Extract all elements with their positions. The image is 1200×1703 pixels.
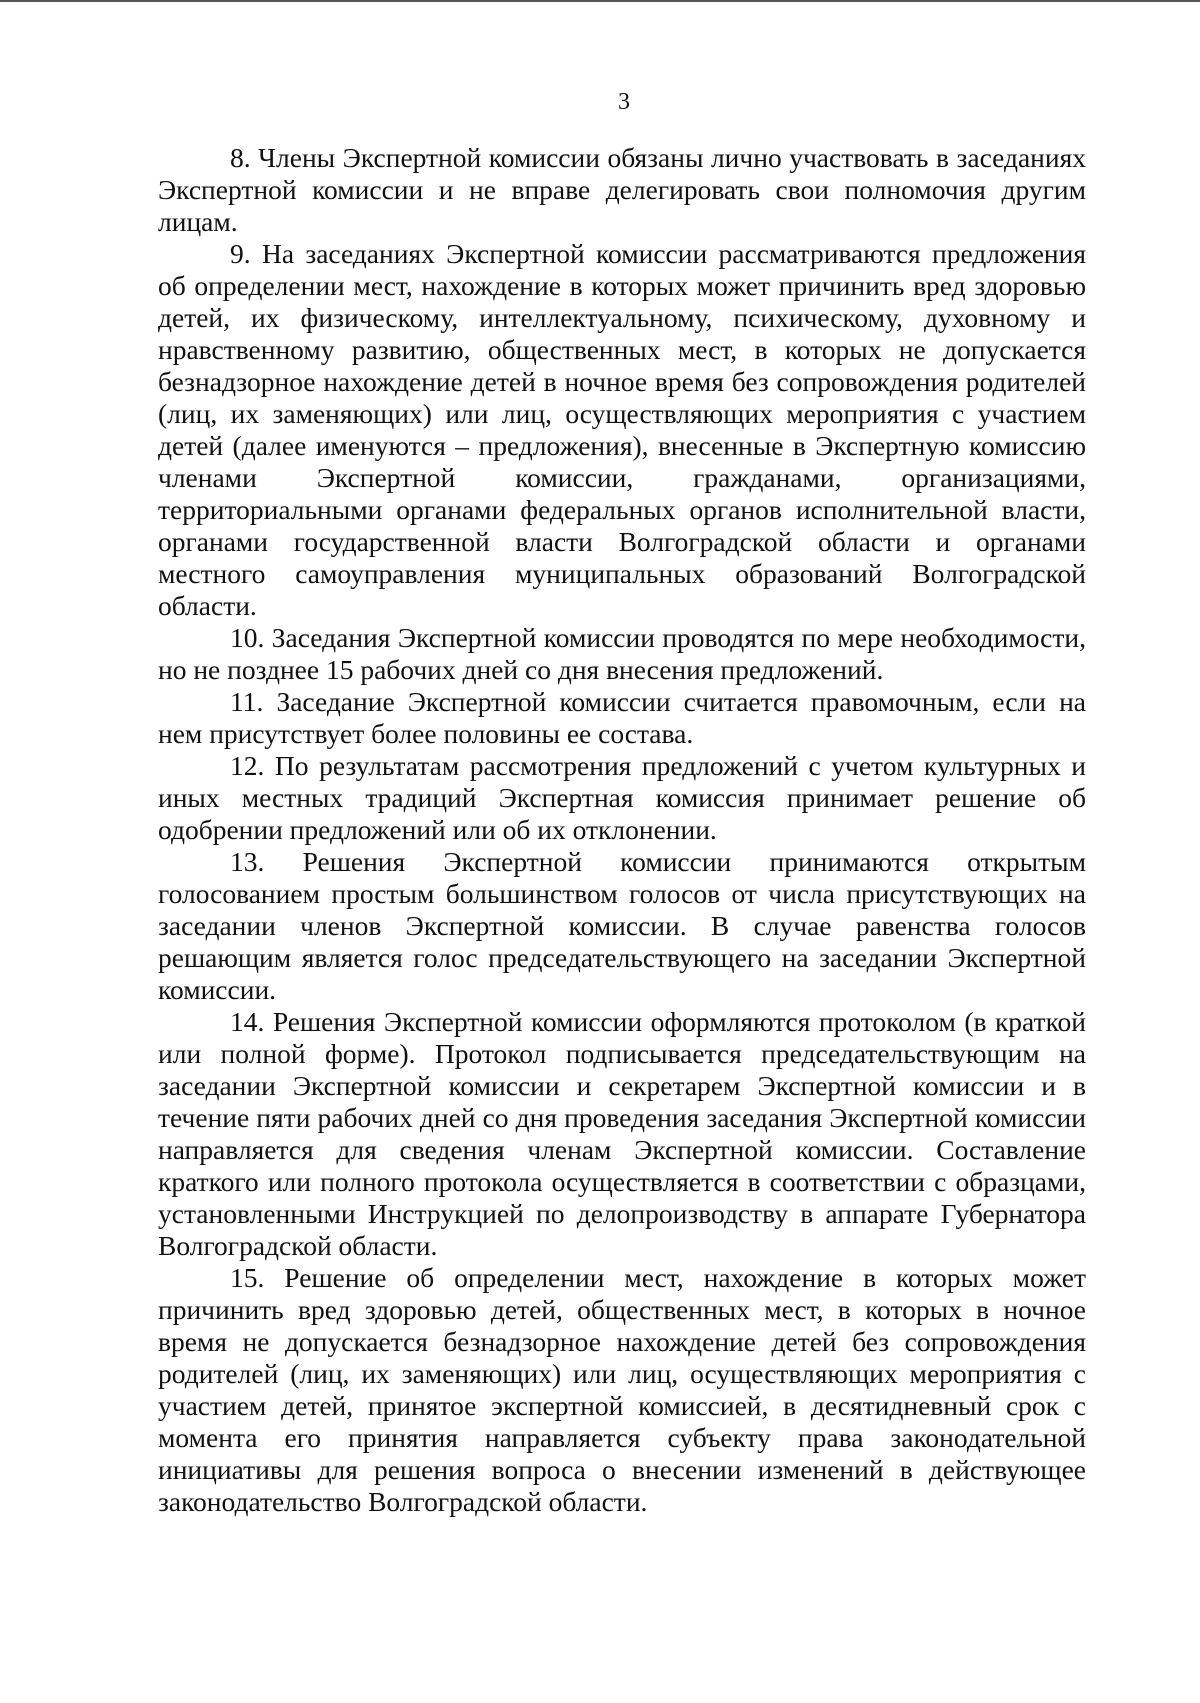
paragraph-14: 14. Решения Экспертной комиссии оформляются протоколом (в краткой или полной форме). Протокол подписывается председательствующим на заседании Экспертной комиссии и секретарем Экспертной комиссии и в течение пяти рабочих дней со дня проведения заседания Экспертной комиссии направляется для сведения членам Экспертной комиссии. Составление краткого или полного протокола осуществляется в соответствии с образцами, установленными Инструкцией по делопроизводству в аппарате Губернатора Волгоградской области. — [158, 1006, 1086, 1261]
paragraph-8: 8. Члены Экспертной комиссии обязаны лично участвовать в заседаниях Экспертной комиссии и не вправе делегировать свои полномочия другим лицам. — [158, 142, 1086, 237]
document-body — [158, 142, 1086, 1518]
paragraph-12: 12. По результатам рассмотрения предложений с учетом культурных и иных местных традиций Экспертная комиссия принимает решение об одобрении предложений или об их отклонении. — [158, 750, 1086, 845]
paragraph-13: 13. Решения Экспертной комиссии принимаются открытым голосованием простым большинством голосов от числа присутствующих на заседании членов Экспертной комиссии. В случае равенства голосов решающим является голос председательствующего на заседании Экспертной комиссии. — [158, 846, 1086, 1005]
page-number: 3 — [618, 89, 630, 115]
paragraph-9: 9. На заседаниях Экспертной комиссии рассматриваются предложения об определении мест, нахождение в которых может причинить вред здоровью детей, их физическому, интеллектуальному, психическому, духовному и нравственному развитию, общественных мест, в которых не допускается безнадзорное нахождение детей в ночное время без сопровождения родителей (лиц, их заменяющих) или лиц, осуществляющих мероприятия с участием детей (далее именуются – предложения), внесенные в Экспертную комиссию членами Экспертной комиссии, гражданами, организациями, территориальными органами федеральных органов исполнительной власти, органами государственной власти Волгоградской области и органами местного самоуправления муниципальных образований Волгоградской области. — [158, 238, 1086, 621]
scan-top-edge — [0, 0, 1200, 2]
paragraph-10: 10. Заседания Экспертной комиссии проводятся по мере необходимости, но не позднее 15 рабочих дней со дня внесения предложений. — [158, 622, 1086, 685]
paragraph-11: 11. Заседание Экспертной комиссии считается правомочным, если на нем присутствует более половины ее состава. — [158, 686, 1086, 749]
paragraph-15: 15. Решение об определении мест, нахождение в которых может причинить вред здоровью детей, общественных мест, в которых в ночное время не допускается безнадзорное нахождение детей без сопровождения родителей (лиц, их заменяющих) или лиц, осуществляющих мероприятия с участием детей, принятое экспертной комиссией, в десятидневный срок с момента его принятия направляется субъекту права законодательной инициативы для решения вопроса о внесении изменений в действующее законодательство Волгоградской области. — [158, 1262, 1086, 1517]
